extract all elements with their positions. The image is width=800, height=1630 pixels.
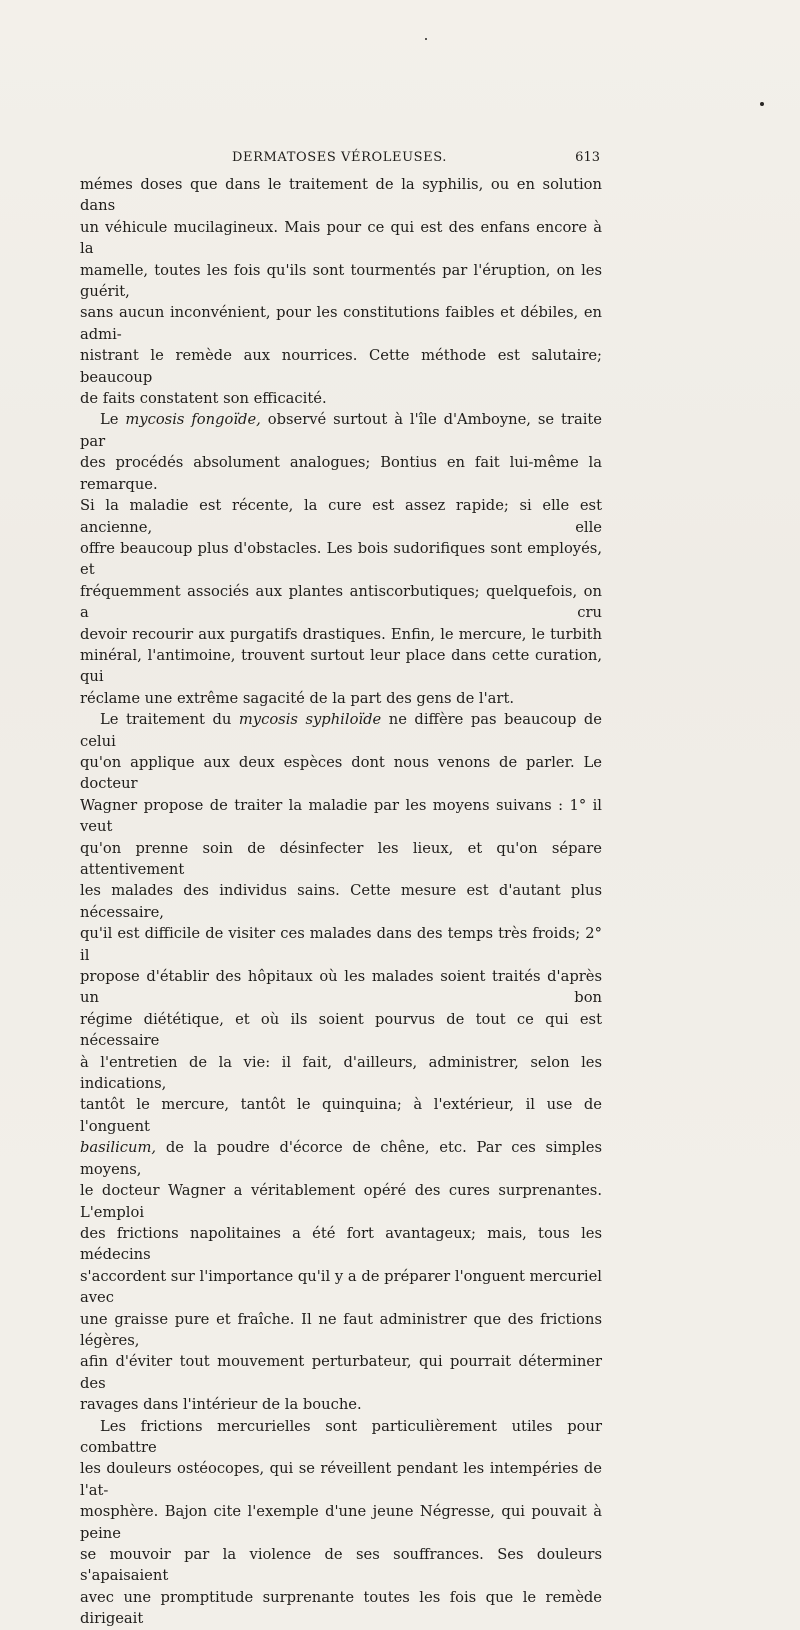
text-run: une graisse pure et fraîche. Il ne faut administrer que des frictions légères, <box>80 1310 602 1349</box>
text-run: tantôt le mercure, tantôt le quinquina; à l'extérieur, il use de l'onguent <box>80 1096 602 1135</box>
text-run: qu'on prenne soin de désinfecter les lieux, et qu'on sépare attentivement <box>80 839 602 878</box>
text-line <box>80 1180 602 1223</box>
text-line <box>80 345 602 388</box>
text-line <box>80 1137 602 1180</box>
text-run: mémes doses que dans le traitement de la syphilis, ou en solution dans <box>80 176 602 215</box>
text-run: ravages dans l'intérieur de la bouche. <box>80 1396 362 1414</box>
text-line <box>80 1266 602 1309</box>
text-line <box>80 174 602 217</box>
text-run: de la poudre d'écorce de chêne, etc. Par ces simples moyens, <box>80 1139 602 1178</box>
text-run: se mouvoir par la violence de ses souffrances. Ses douleurs s'apaisaient <box>80 1546 602 1585</box>
italic-term: mycosis fongoïde, <box>125 411 261 429</box>
text-run: Le <box>100 411 126 429</box>
text-line <box>80 1009 602 1052</box>
text-line <box>80 688 602 709</box>
text-run: nistrant le remède aux nourrices. Cette méthode est salutaire; beaucoup <box>80 347 602 386</box>
text-run: observé surtout à l'île d'Amboyne, se traite par <box>80 411 602 450</box>
ink-speck <box>760 102 764 106</box>
text-line <box>80 923 602 966</box>
page-number: 613 <box>575 150 600 165</box>
text-line <box>80 581 602 624</box>
text-line <box>80 1223 602 1266</box>
text-run: mosphère. Bajon cite l'exemple d'une jeune Négresse, qui pouvait à peine <box>80 1503 602 1542</box>
text-run: un véhicule mucilagineux. Mais pour ce qui est des enfans encore à la <box>80 218 602 258</box>
text-run: mamelle, toutes les fois qu'ils sont tourmentés par l'éruption, on les guérit, <box>80 261 602 301</box>
text-run: Le traitement du <box>100 711 239 729</box>
running-head: DERMATOSES VÉROLEUSES. <box>232 150 448 165</box>
text-run: fréquemment associés aux plantes antiscorbutiques; quelquefois, on a cru <box>80 582 602 622</box>
text-run: minéral, l'antimoine, trouvent surtout leur place dans cette curation, qui <box>80 646 602 686</box>
text-run: ne diffère pas beaucoup de celui <box>80 711 602 750</box>
body-text <box>80 174 602 1630</box>
text-run: réclame une extrême sagacité de la part des gens de l'art. <box>80 689 515 707</box>
text-line <box>80 1052 602 1095</box>
text-line <box>80 388 602 409</box>
text-line <box>80 1309 602 1352</box>
text-line <box>80 966 602 1009</box>
text-line <box>80 880 602 923</box>
text-run: Si la maladie est récente, la cure est assez rapide; si elle est ancienne, elle <box>80 497 602 536</box>
text-line <box>80 795 602 838</box>
text-run: afin d'éviter tout mouvement perturbateur, qui pourrait déterminer des <box>80 1353 602 1392</box>
text-run: offre beaucoup plus d'obstacles. Les bois sudorifiques sont employés, et <box>80 539 602 579</box>
text-line <box>80 302 602 345</box>
text-run: avec une promptitude surprenante toutes les fois que le remède dirigeait <box>80 1588 602 1628</box>
text-run: des procédés absolument analogues; Bontius en fait lui-même la remarque. <box>80 454 602 493</box>
text-run: Wagner propose de traiter la maladie par les moyens suivans : 1° il veut <box>80 796 602 836</box>
text-line <box>80 409 602 452</box>
text-line <box>80 838 602 881</box>
text-line <box>80 1501 602 1544</box>
text-run: le docteur Wagner a véritablement opéré des cures surprenantes. L'emploi <box>80 1182 602 1221</box>
text-run: qu'il est difficile de visiter ces malades dans des temps très froids; 2° il <box>80 925 602 964</box>
text-run: régime diététique, et où ils soient pourvus de tout ce qui est nécessaire <box>80 1010 602 1050</box>
page-header <box>80 149 600 169</box>
text-run: qu'on applique aux deux espèces dont nous venons de parler. Le docteur <box>80 753 602 793</box>
text-run: les malades des individus sains. Cette mesure est d'autant plus nécessaire, <box>80 882 602 921</box>
text-line <box>80 260 602 303</box>
text-run: devoir recourir aux purgatifs drastiques. Enfin, le mercure, le turbith <box>80 625 602 643</box>
text-line <box>80 1394 602 1415</box>
text-line <box>80 752 602 795</box>
italic-term: mycosis syphiloïde <box>238 711 382 729</box>
text-run: Les frictions mercurielles sont particulièrement utiles pour combattre <box>80 1417 602 1456</box>
text-run: s'accordent sur l'importance qu'il y a de préparer l'onguent mercuriel avec <box>80 1267 602 1307</box>
text-run: les douleurs ostéocopes, qui se réveillent pendant les intempéries de l'at- <box>80 1460 602 1499</box>
text-line <box>80 1544 602 1587</box>
text-run: à l'entretien de la vie: il fait, d'ailleurs, administrer, selon les indications, <box>80 1053 602 1093</box>
text-run: sans aucun inconvénient, pour les constitutions faibles et débiles, en admi- <box>80 304 602 343</box>
text-line <box>80 1587 602 1630</box>
text-line <box>80 1094 602 1137</box>
text-line <box>80 624 602 645</box>
text-line <box>80 495 602 538</box>
text-run: propose d'établir des hôpitaux où les malades soient traités d'après un bon <box>80 968 602 1007</box>
text-run: des frictions napolitaines a été fort avantageux; mais, tous les médecins <box>80 1224 602 1264</box>
text-line <box>80 452 602 495</box>
text-run: de faits constatent son efficacité. <box>80 390 327 408</box>
text-line <box>80 709 602 752</box>
italic-term: basilicum, <box>80 1139 157 1157</box>
text-line <box>80 1351 602 1394</box>
text-line <box>80 645 602 688</box>
text-line <box>80 538 602 581</box>
ink-speck <box>425 38 427 40</box>
text-line <box>80 217 602 260</box>
text-line <box>80 1458 602 1501</box>
text-line <box>80 1416 602 1459</box>
